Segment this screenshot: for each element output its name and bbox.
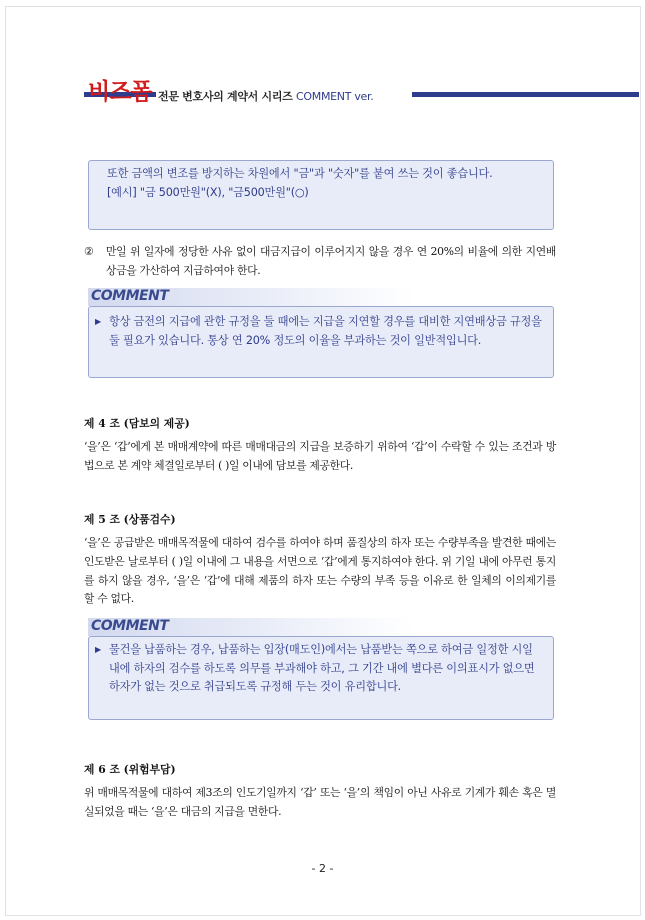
article-6-title: 제 6 조 (위험부담) (84, 763, 176, 776)
comment-2-box (88, 636, 554, 720)
series-version: COMMENT ver. (296, 90, 374, 103)
page-number: - 2 - (311, 862, 334, 875)
series-title (158, 88, 373, 104)
article-5-text: ‘을’은 공급받은 매매목적물에 대하여 검수를 하여야 하며 품질상의 하자 또는 수량부족을 발견한 때에는 인도받은 날로부터 ( )일 이내에 그 내용을 서면으로 ‘갑’에게 통지하여야 한다. 위 기일 내에 아무런 통지를 하지 않을 경우, ‘을’은 ‘갑’에 대해 제품의 하자 또는 수량의 부족 등을 이유로 한 일체의 이의제기를 할 수 없다. (84, 536, 556, 606)
comment-2-text: 물건을 납품하는 경우, 납품하는 입장(매도인)에서는 납품받는 쪽으로 하여금 일정한 시일 내에 하자의 검수를 하도록 의무를 부과해야 하고, 그 기간 내에 별다른 이의표시가 없으면 하자가 없는 것으로 취급되도록 규정해 두는 것이 유리합니다. (109, 643, 535, 693)
bullet-arrow-icon: ▶ (95, 645, 102, 654)
article-6-text: 위 매매목적물에 대하여 제3조의 인도기일까지 ‘갑’ 또는 ‘을’의 책임이 아닌 사유로 기계가 훼손 혹은 멸실되었을 때는 ‘을’은 대금의 지급을 면한다. (84, 786, 556, 818)
comment-1-label: COMMENT (91, 288, 169, 304)
article-5-title: 제 5 조 (상품검수) (84, 513, 176, 526)
note-box (88, 160, 554, 230)
clause-2 (84, 243, 556, 281)
note-line-2: [예시] "금 500만원"(X), "금500만원"(○) (107, 185, 309, 199)
series-name: 전문 변호사의 계약서 시리즈 (158, 90, 293, 103)
article-4-title: 제 4 조 (담보의 제공) (84, 417, 190, 430)
clause-2-number: ② (84, 245, 94, 258)
clause-2-text: 만일 위 일자에 정당한 사유 없이 대금지급이 이루어지지 않을 경우 연 20%의 비율에 의한 지연배상금을 가산하여 지급하여야 한다. (106, 245, 556, 277)
article-4-text: ‘을’은 ‘갑’에게 본 매매계약에 따른 매매대금의 지급을 보증하기 위하여 ‘갑’이 수락할 수 있는 조건과 방법으로 본 계약 체결일로부터 ( )일 이내에 담보를 제공한다. (84, 440, 556, 472)
comment-1-box (88, 306, 554, 378)
brand-logo: 비즈폼 (88, 79, 152, 105)
comment-2-label: COMMENT (91, 618, 169, 634)
comment-1-text: 항상 금전의 지급에 관한 규정을 둘 때에는 지급을 지연할 경우를 대비한 지연배상금 규정을 둘 필요가 있습니다. 통상 연 20% 정도의 이율을 부과하는 것이 일반적입니다. (109, 315, 542, 347)
note-line-1: 또한 금액의 변조를 방지하는 차원에서 "금"과 "숫자"를 붙여 쓰는 것이 좋습니다. (107, 167, 493, 180)
header-rule-right (412, 92, 639, 97)
bullet-arrow-icon: ▶ (95, 317, 102, 326)
